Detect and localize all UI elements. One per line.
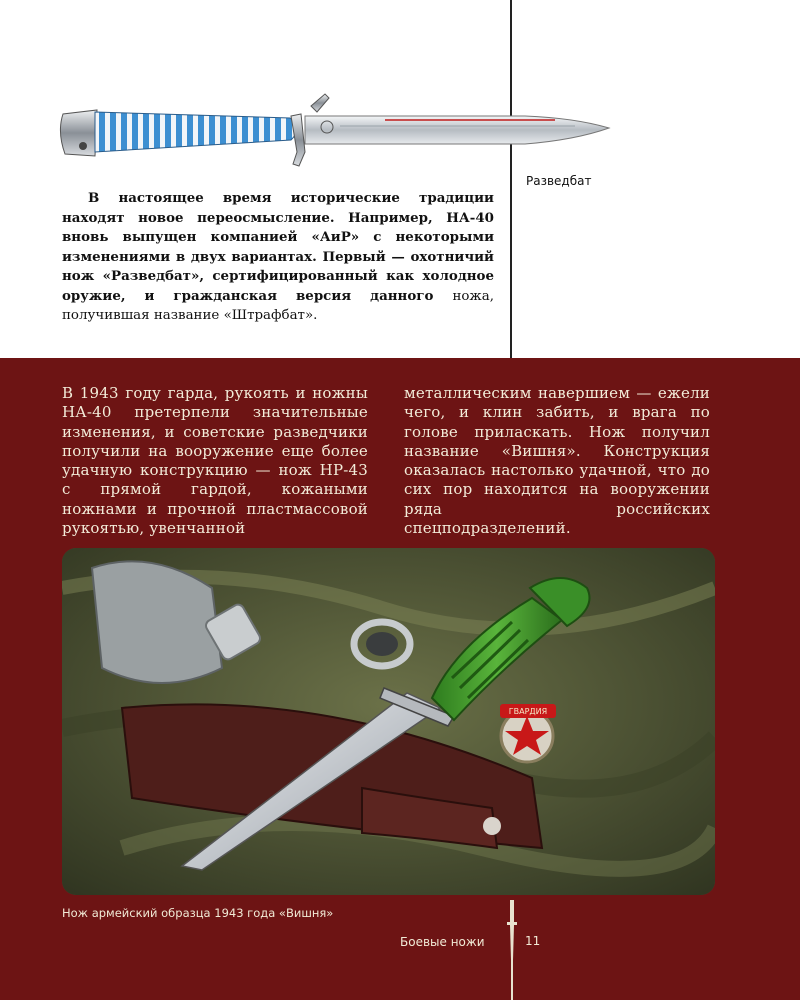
intro-light-text: ножа, получившая название «Штрафбат». xyxy=(62,288,494,323)
photo-illustration xyxy=(62,548,715,895)
photo-caption: Нож армейский образца 1943 года «Вишня» xyxy=(62,906,334,920)
body-column-right: металлическим навершием — ежели чего, и клин забить, и врага по голове приласкать. Нож получил название «Вишня». Конструкция оказалась настолько удачной, что до сих пор находится на вооружении ряда российских спецподразделений. xyxy=(404,384,710,538)
razvedbat-caption: Разведбат xyxy=(526,174,592,188)
footer-knife-icon xyxy=(505,900,519,960)
razvedbat-knife-image xyxy=(55,82,615,174)
page-number: 11 xyxy=(525,934,541,948)
badge-text: ГВАРДИЯ xyxy=(508,707,548,716)
intro-bold-text: В настоящее время исторические традиции находят новое переосмысление. Например, НА-40 вновь выпущен компанией «АиР» с некоторыми изменениями в двух вариантах. Первый — охотничий нож «Разведбат», сертифицированный как холодное оружие, и гражданская версия данного xyxy=(62,190,494,304)
footer-section-title: Боевые ножи xyxy=(400,935,485,949)
intro-paragraph xyxy=(62,189,494,326)
vishnya-knife-photo xyxy=(62,548,715,895)
vertical-divider-bottom xyxy=(511,960,513,1000)
body-column-left: В 1943 году гарда, рукоять и ножны НА-40 претерпели значительные изменения, и советские разведчики получили на вооружение еще более удачную конструкцию — нож НР-43 с прямой гардой, кожаными ножнами и прочной пластмассовой рукоятью, увенчанной xyxy=(62,384,368,538)
vertical-divider-top xyxy=(510,0,512,358)
